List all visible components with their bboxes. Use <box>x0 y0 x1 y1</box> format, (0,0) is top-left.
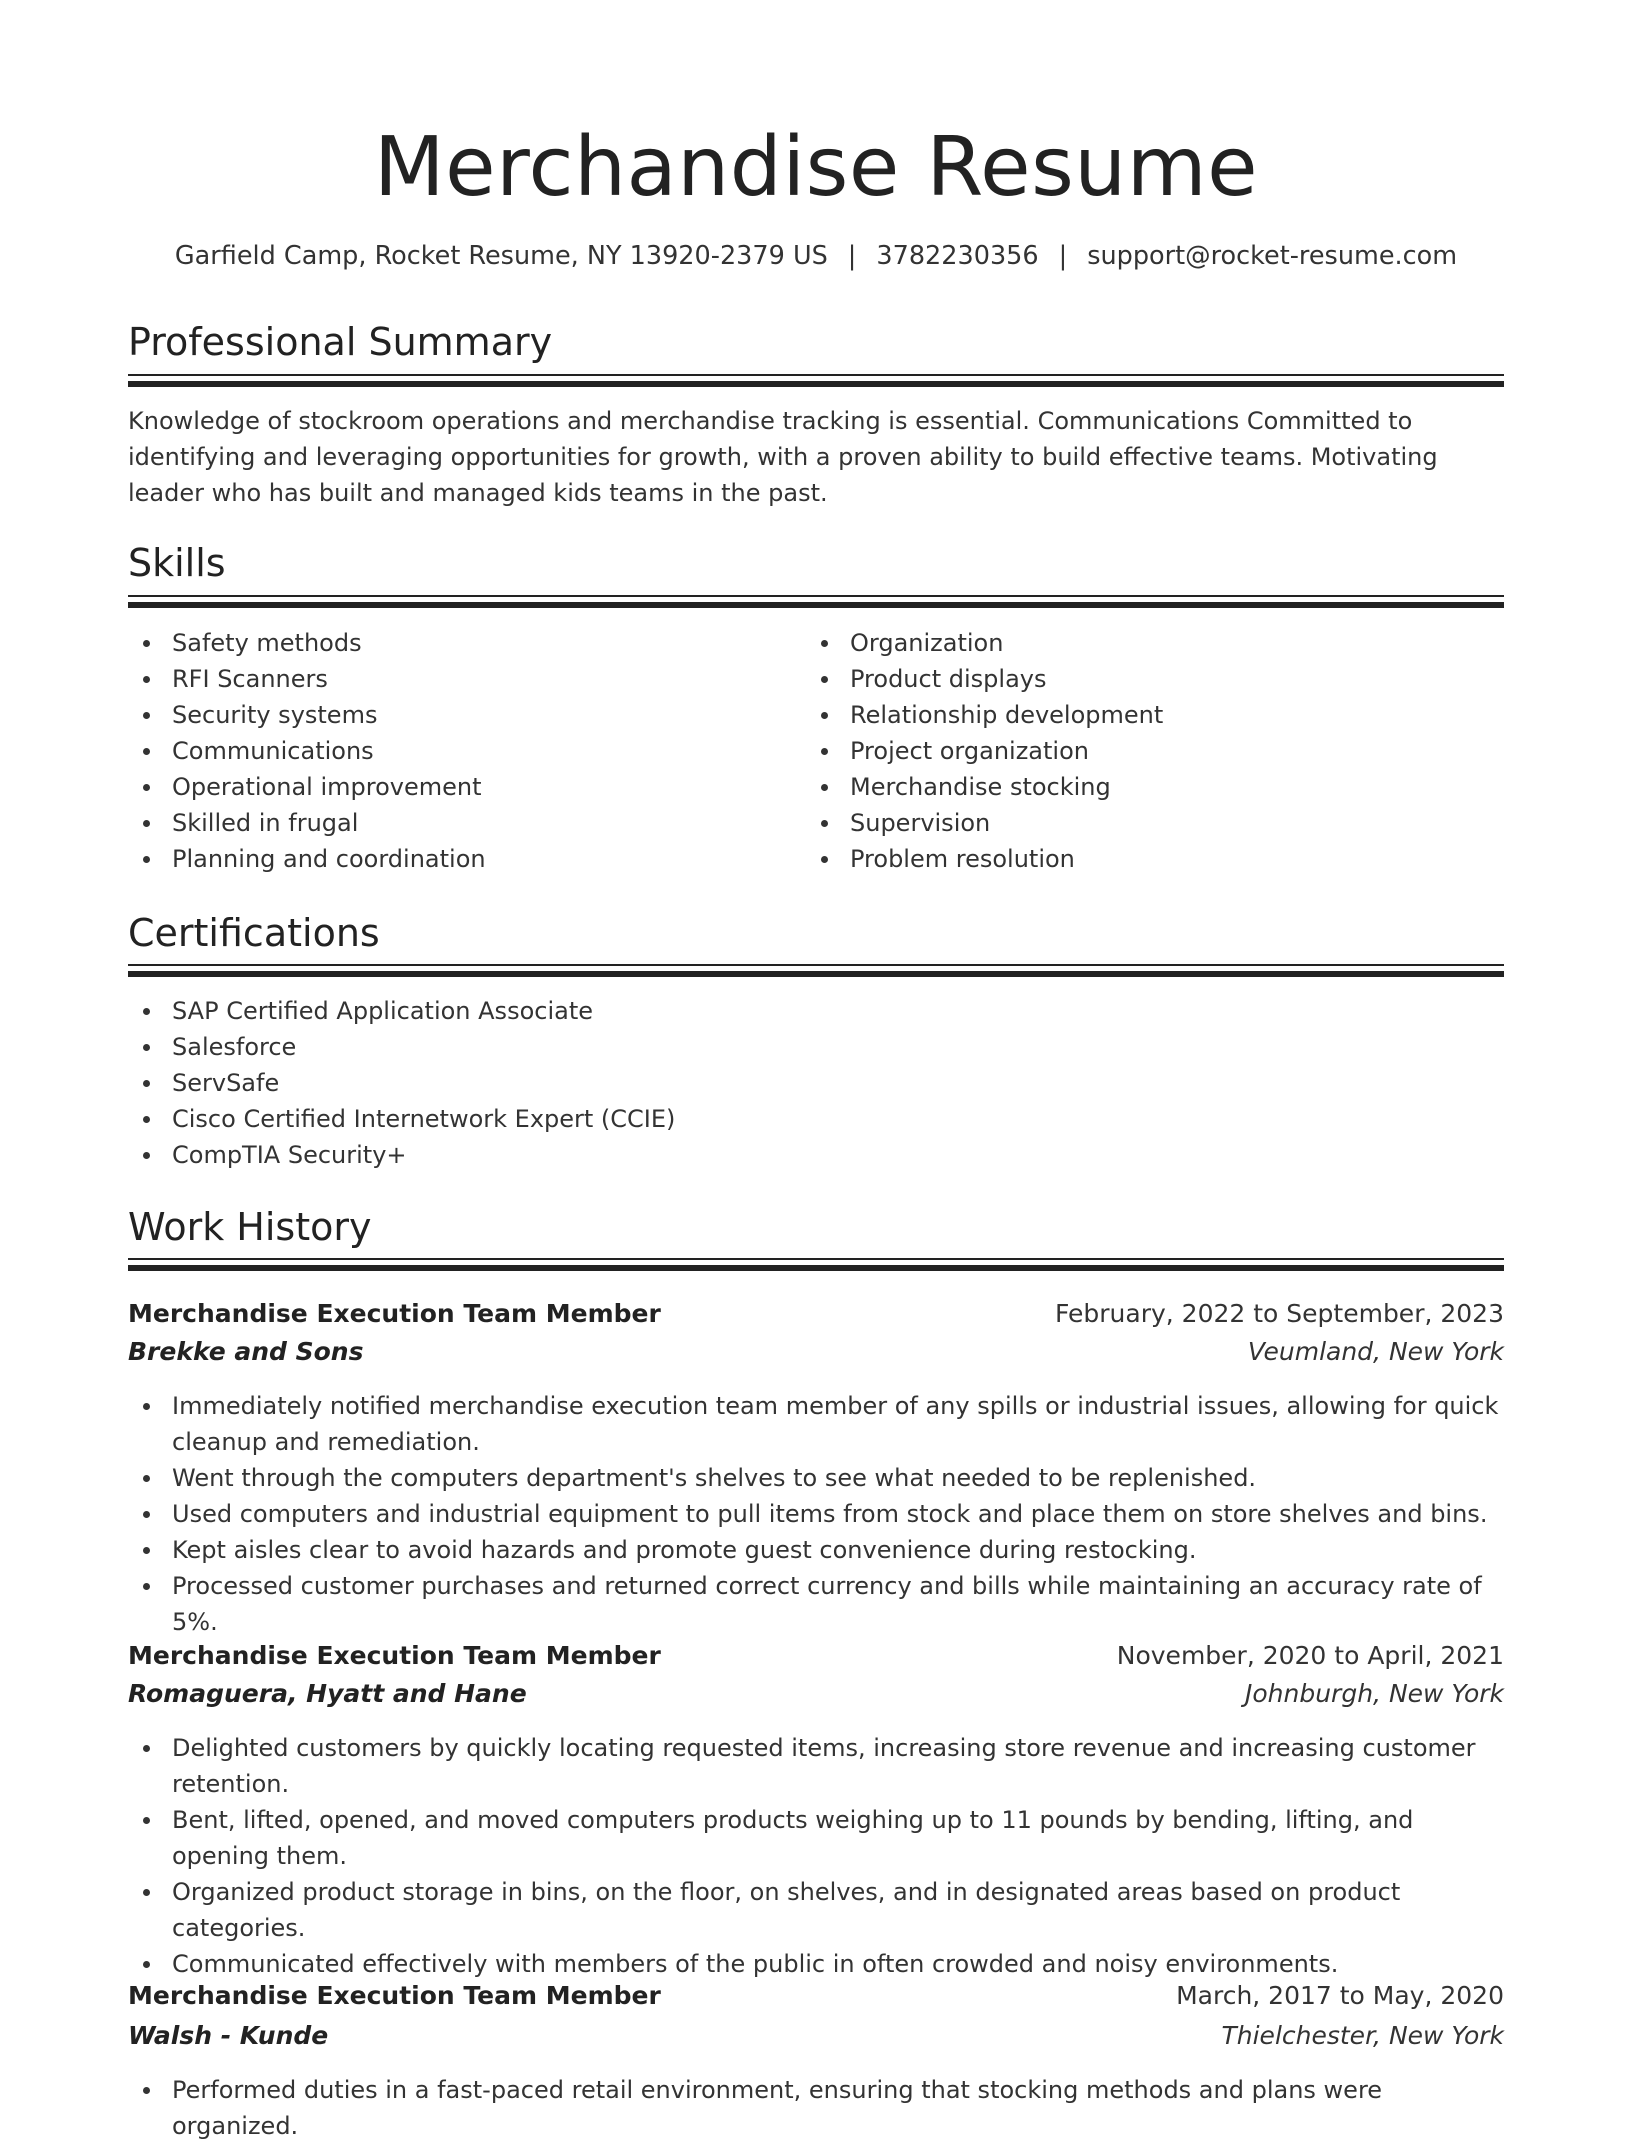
job-company: Walsh - Kunde <box>128 2021 329 2050</box>
job-bullet-list <box>128 2072 1504 2144</box>
skill-item: Security systems <box>128 697 788 733</box>
certification-item: CompTIA Security+ <box>128 1137 1504 1173</box>
job-bullet: Went through the computers department's shelves to see what needed to be replenished. <box>128 1460 1504 1496</box>
skill-item: Project organization <box>806 733 1466 769</box>
contact-address: Garfield Camp, Rocket Resume, NY 13920-2379 US <box>174 241 828 271</box>
job-bullets <box>128 1730 1504 1982</box>
skills-column-left <box>128 625 788 877</box>
section-title-summary: Professional Summary <box>128 320 553 364</box>
section-rule <box>128 595 1504 608</box>
job-bullet: Kept aisles clear to avoid hazards and promote guest convenience during restocking. <box>128 1532 1504 1568</box>
skill-item: Operational improvement <box>128 769 788 805</box>
certification-item: Cisco Certified Internetwork Expert (CCIE) <box>128 1101 1504 1137</box>
section-title-skills: Skills <box>128 541 226 585</box>
skill-item: Merchandise stocking <box>806 769 1466 805</box>
job-bullet: Communicated effectively with members of the public in often crowded and noisy environments. <box>128 1946 1504 1982</box>
job-bullet: Performed duties in a fast-paced retail environment, ensuring that stocking methods and plans were organized. <box>128 2072 1504 2144</box>
summary-text: Knowledge of stockroom operations and merchandise tracking is essential. Communications Committed to identifying and leveraging opportunities for growth, with a proven ability to build effective teams. Motivating leader who has built and managed kids teams in the past. <box>128 407 1438 507</box>
section-rule <box>128 374 1504 387</box>
contact-separator: | <box>1058 241 1068 271</box>
job-bullet: Processed customer purchases and returned correct currency and bills while maintaining an accuracy rate of 5%. <box>128 1568 1504 1640</box>
contact-phone: 3782230356 <box>876 241 1039 271</box>
section-rule <box>128 1258 1504 1271</box>
job-dates: November, 2020 to April, 2021 <box>1116 1641 1504 1670</box>
job-company: Brekke and Sons <box>128 1337 364 1366</box>
certification-item: SAP Certified Application Associate <box>128 993 1504 1029</box>
skill-item: RFI Scanners <box>128 661 788 697</box>
job-dates: March, 2017 to May, 2020 <box>1176 1981 1504 2010</box>
skill-item: Planning and coordination <box>128 841 788 877</box>
certification-item: Salesforce <box>128 1029 1504 1065</box>
job-bullet: Delighted customers by quickly locating requested items, increasing store revenue and increasing customer retention. <box>128 1730 1504 1802</box>
certifications-list <box>128 993 1504 1173</box>
skill-item: Skilled in frugal <box>128 805 788 841</box>
skills-column-right <box>806 625 1466 877</box>
contact-line <box>128 238 1504 274</box>
skill-item: Communications <box>128 733 788 769</box>
job-title: Merchandise Execution Team Member <box>128 1981 661 2010</box>
job-bullets <box>128 2072 1504 2144</box>
job-company: Romaguera, Hyatt and Hane <box>128 1679 527 1708</box>
job-bullets <box>128 1388 1504 1640</box>
job-bullet: Immediately notified merchandise execution team member of any spills or industrial issues, allowing for quick cleanup and remediation. <box>128 1388 1504 1460</box>
certifications-column <box>128 993 1504 1173</box>
job-bullet: Used computers and industrial equipment to pull items from stock and place them on store shelves and bins. <box>128 1496 1504 1532</box>
skill-item: Product displays <box>806 661 1466 697</box>
section-rule <box>128 964 1504 977</box>
contact-separator: | <box>847 241 857 271</box>
skills-list-right <box>806 625 1466 877</box>
section-title-certifications: Certifications <box>128 911 380 955</box>
job-location: Veumland, New York <box>1247 1337 1504 1366</box>
contact-email: support@rocket-resume.com <box>1087 241 1458 271</box>
skill-item: Relationship development <box>806 697 1466 733</box>
job-bullet: Organized product storage in bins, on the floor, on shelves, and in designated areas based on product categories. <box>128 1874 1504 1946</box>
job-title: Merchandise Execution Team Member <box>128 1641 661 1670</box>
certification-item: ServSafe <box>128 1065 1504 1101</box>
skills-list-left <box>128 625 788 877</box>
skill-item: Supervision <box>806 805 1466 841</box>
job-location: Thielchester, New York <box>1221 2021 1504 2050</box>
job-bullet: Bent, lifted, opened, and moved computers products weighing up to 11 pounds by bending, lifting, and opening them. <box>128 1802 1504 1874</box>
job-location: Johnburgh, New York <box>1244 1679 1504 1708</box>
job-bullet-list <box>128 1388 1504 1640</box>
skill-item: Organization <box>806 625 1466 661</box>
job-title: Merchandise Execution Team Member <box>128 1299 661 1328</box>
resume-name: Merchandise Resume <box>373 120 1259 215</box>
job-dates: February, 2022 to September, 2023 <box>1055 1299 1504 1328</box>
section-title-work-history: Work History <box>128 1205 372 1249</box>
skill-item: Safety methods <box>128 625 788 661</box>
job-bullet-list <box>128 1730 1504 1982</box>
skill-item: Problem resolution <box>806 841 1466 877</box>
